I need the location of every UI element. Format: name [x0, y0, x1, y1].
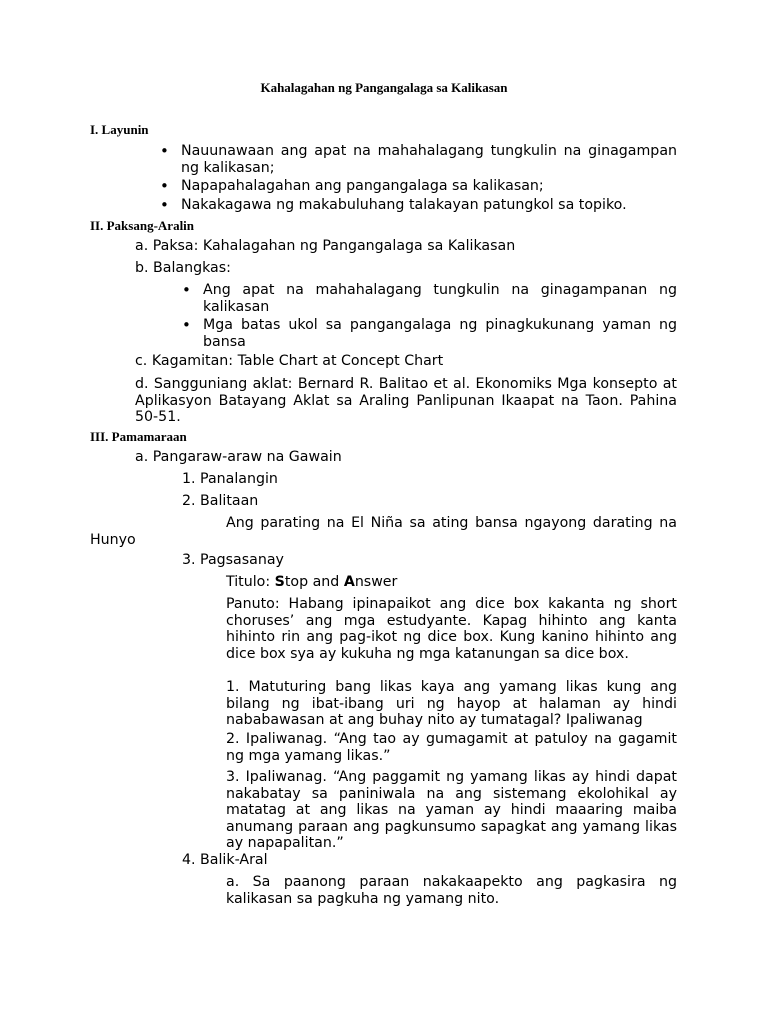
section-heading-paksang-aralin: II. Paksang-Aralin	[90, 218, 195, 233]
balikaral-line: 4. Balik-Aral	[182, 852, 268, 868]
titulo-prefix: Titulo:	[226, 574, 275, 590]
section-heading-pamamaraan: III. Pamamaraan	[90, 429, 187, 444]
layunin-list	[160, 143, 677, 215]
paksa-line: a. Paksa: Kahalagahan ng Pangangalaga sa Kalikasan	[135, 238, 516, 254]
sanggunian-paragraph: d. Sangguniang aklat: Bernard R. Balitao et al. Ekonomiks Mga konsepto at Aplikasyon Batayang Aklat sa Araling Panlipunan Ikaapat na Taon. Pahina 50-51.	[135, 376, 677, 425]
question-3: 3. Ipaliwanag. “Ang paggamit ng yamang likas ay hindi dapat nakabatay sa paniniwala na ang sistemang ekolohikal ay matatag at ang likas na yaman ay hindi maaaring maiba anumang paraan ang pagkunsumo sapagkat ang yamang likas ay napapalitan.”	[226, 769, 677, 851]
list-item: • Mga batas ukol sa pangangalaga ng pinagkukunang yaman ng bansa	[182, 317, 677, 350]
question-2: 2. Ipaliwanag. “Ang tao ay gumagamit at patuloy na gagamit ng mga yamang likas.”	[226, 731, 677, 764]
titulo-end: nswer	[354, 574, 398, 590]
balangkas-list	[182, 282, 677, 352]
titulo-mid: top and	[284, 574, 344, 590]
panuto-paragraph: Panuto: Habang ipinapaikot ang dice box kakanta ng short choruses’ ang mga estudyante. Kapag hihinto ang kanta hihinto rin ang pag-ikot ng dice box. Kung kanino hihinto ang dice box sya ay kukuha ng mga katanungan sa dice box.	[226, 596, 677, 662]
balikaral-a: a. Sa paanong paraan nakakaapekto ang pagkasira ng kalikasan sa pagkuha ng yamang nito.	[226, 874, 677, 907]
section-heading-layunin: I. Layunin	[90, 122, 149, 137]
pangaraw-line: a. Pangaraw-araw na Gawain	[135, 449, 342, 465]
balitaan-line: 2. Balitaan	[182, 493, 259, 509]
panalangin-line: 1. Panalangin	[182, 471, 278, 487]
balangkas-label: b. Balangkas:	[135, 260, 231, 276]
question-1: 1. Matuturing bang likas kaya ang yamang likas kung ang bilang ng ibat-ibang uri ng hayop at halaman ay hindi nababawasan at ang buhay nito ay tumatagal? Ipaliwanag	[226, 679, 677, 728]
titulo-line	[226, 574, 397, 591]
list-item: • Napapahalagahan ang pangangalaga sa kalikasan;	[160, 178, 677, 195]
list-item: • Nauunawaan ang apat na mahahalagang tungkulin na ginagampan ng kalikasan;	[160, 143, 677, 176]
document-title: Kahalagahan ng Pangangalaga sa Kalikasan	[260, 80, 508, 95]
list-item: • Nakakagawa ng makabuluhang talakayan patungkol sa topiko.	[160, 197, 677, 214]
pagsasanay-line: 3. Pagsasanay	[182, 552, 284, 568]
titulo-a: A	[343, 574, 355, 590]
balitaan-text: Ang parating na El Niña sa ating bansa ngayong darating na Hunyo	[90, 515, 677, 548]
titulo-s: S	[274, 574, 285, 590]
list-item: • Ang apat na mahahalagang tungkulin na ginagampanan ng kalikasan	[182, 282, 677, 315]
kagamitan-line: c. Kagamitan: Table Chart at Concept Chart	[135, 353, 444, 369]
